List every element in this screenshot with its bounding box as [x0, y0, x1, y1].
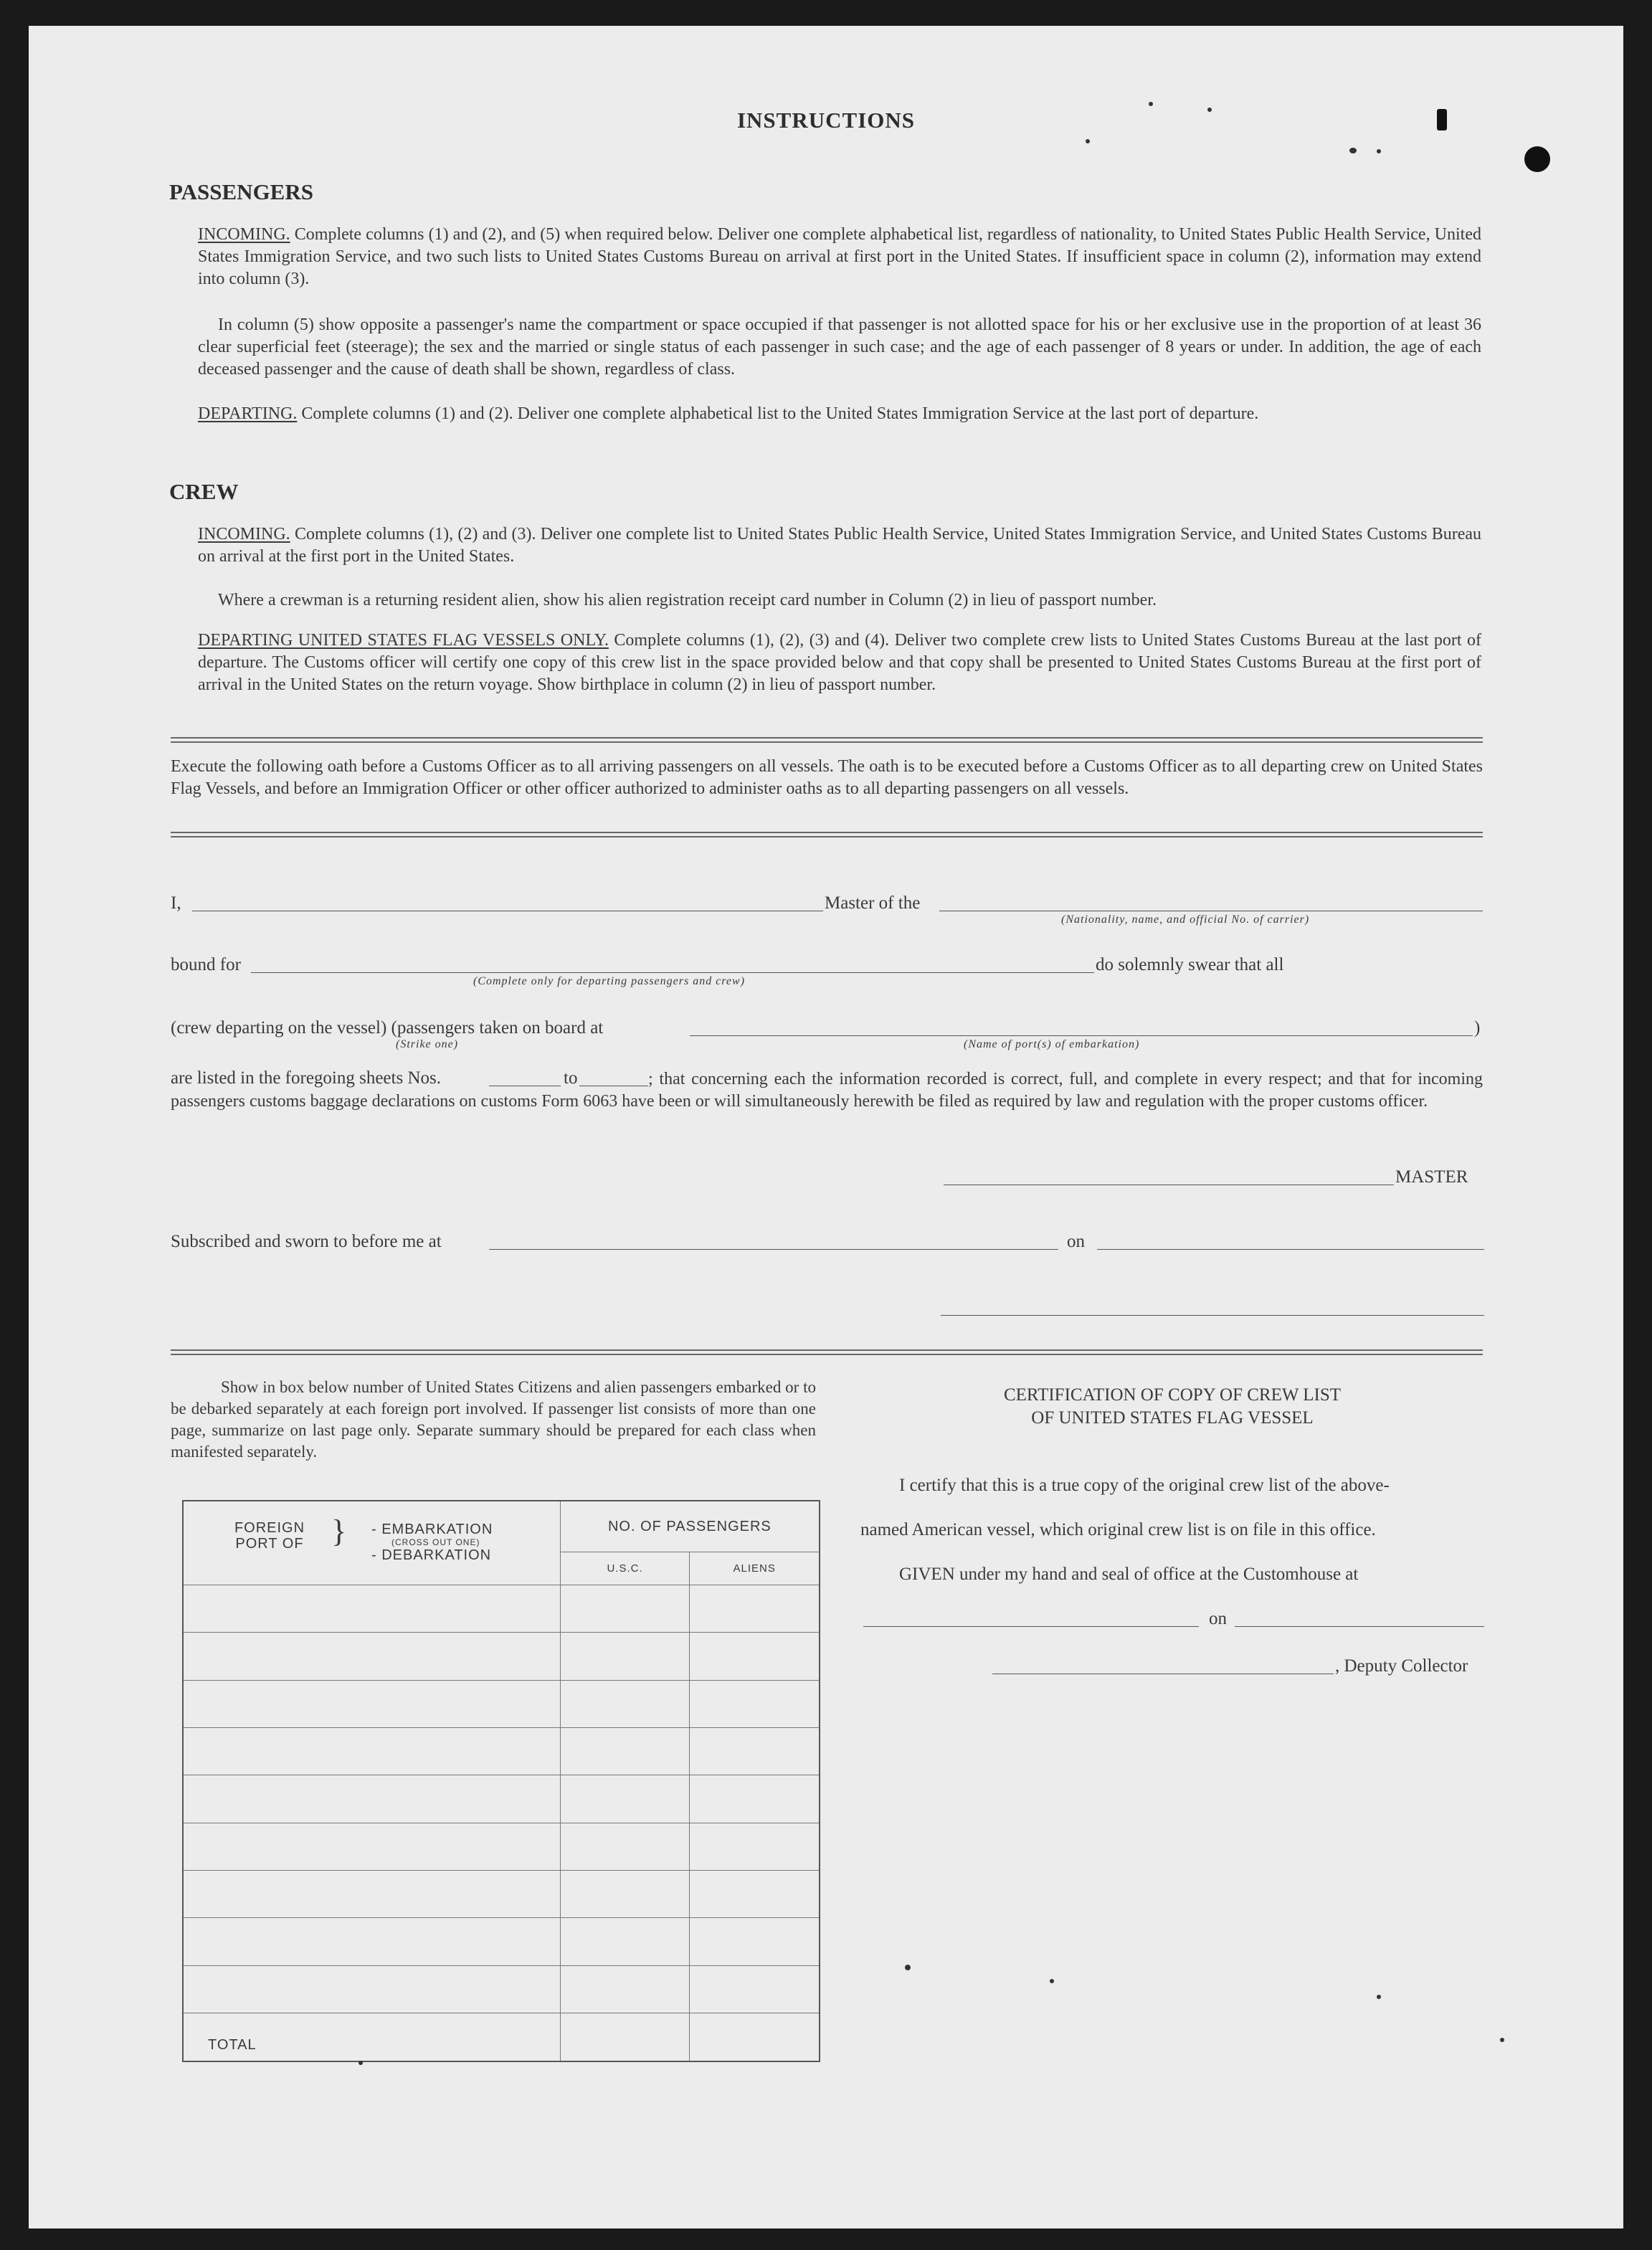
scan-speck	[1207, 108, 1212, 112]
swear-label: do solemnly swear that all	[1096, 955, 1284, 974]
certification-title-line1: CERTIFICATION OF COPY OF CREW LIST	[1003, 1385, 1342, 1405]
table-row	[183, 1871, 820, 1918]
scan-speck	[1437, 109, 1447, 130]
crew-incoming-text: Complete columns (1), (2) and (3). Deliver one complete list to United States Public Health Service, United States Immigration Service, and United States Customs Bureau on arrival at the first port in the United States.	[198, 525, 1482, 566]
oath-i-label: I,	[171, 893, 181, 913]
subscribed-place-line[interactable]	[489, 1249, 1058, 1250]
divider	[171, 737, 1483, 739]
table-row	[183, 1965, 820, 2013]
passengers-departing-text: Complete columns (1) and (2). Deliver one complete alphabetical list to the United States Immigration Service at the last port of departure.	[301, 404, 1259, 423]
crew-resident-paragraph: Where a crewman is a returning resident alien, show his alien registration receipt card number in Column (2) in lieu of passport number.	[218, 591, 1157, 609]
table-row	[183, 1680, 820, 1727]
given-line: GIVEN under my hand and seal of office at the Customhouse at	[899, 1565, 1359, 1584]
certify-line1: I certify that this is a true copy of the original crew list of the above-	[899, 1476, 1390, 1495]
scan-speck	[1377, 149, 1381, 153]
table-row	[183, 1823, 820, 1870]
page-title: INSTRUCTIONS	[736, 108, 915, 133]
master-label: MASTER	[1395, 1167, 1468, 1187]
brace: }	[331, 1513, 347, 1549]
master-of-label: Master of the	[825, 893, 921, 913]
crew-departing-paragraph	[198, 630, 1481, 696]
usc-header: U.S.C.	[560, 1552, 690, 1585]
subscribed-label: Subscribed and sworn to before me at	[171, 1232, 442, 1251]
crew-departing-lead: DEPARTING UNITED STATES FLAG VESSELS ONLY.	[198, 631, 609, 650]
port-of-embarkation-line[interactable]	[690, 1035, 1473, 1036]
foreign-port-label: FOREIGN PORT OF	[234, 1519, 305, 1552]
passengers-column5-paragraph: In column (5) show opposite a passenger's name the compartment or space occupied if that passenger is not allotted space for his or her exclusive use in the proportion of at least 36 clear superficial feet (steerage); the sex and the married or single status of each passenger in such case; and the age of each passenger of 8 years or under. In addition, the age of each deceased passenger and the cause of death shall be shown, regardless of class.	[198, 315, 1481, 379]
passengers-incoming-lead: INCOMING.	[198, 225, 290, 244]
passengers-departing-lead: DEPARTING.	[198, 404, 298, 423]
scan-speck	[1377, 1995, 1381, 1999]
crew-incoming-lead: INCOMING.	[198, 525, 290, 543]
subscribed-on-label: on	[1067, 1232, 1085, 1251]
crew-incoming-paragraph	[198, 523, 1481, 568]
summary-instruction: Show in box below number of United States Citizens and alien passengers embarked or to be debarked separately at each foreign port involved. If passenger list consists of more than one page, summarize on last page only. Separate summary should be prepared for each class when manifested separately.	[171, 1378, 816, 1461]
crew-departing-text: Complete columns (1), (2), (3) and (4). Deliver two complete crew lists to United States Customs Bureau at the last port of departure. The Customs officer will certify one copy of this crew list in the space provided below and that copy shall be presented to United States Customs Bureau at the first port of arrival in the United States on the return voyage. Show birthplace in column (2) in lieu of passport number.	[198, 631, 1482, 694]
sheets-lead: are listed in the foregoing sheets Nos.	[171, 1068, 441, 1088]
table-row	[183, 1727, 820, 1775]
strike-text: (crew departing on the vessel) (passengers taken on board at	[171, 1018, 604, 1038]
sheets-rest-text: ; that concerning each the information recorded is correct, full, and complete in every respect; and that for incoming passengers customs baggage declarations on customs Form 6063 have been or will simultaneously herewith be filed as required by law and regulation with the proper customs officer.	[171, 1070, 1483, 1111]
embarkation-label: - EMBARKATION	[371, 1521, 493, 1537]
divider	[171, 836, 1483, 837]
certification-date-line[interactable]	[1235, 1626, 1484, 1627]
divider	[171, 832, 1483, 833]
certification-title-line2: OF UNITED STATES FLAG VESSEL	[1031, 1408, 1314, 1428]
subscribed-date-line[interactable]	[1097, 1249, 1484, 1250]
divider	[171, 1354, 1483, 1355]
close-paren: )	[1474, 1018, 1481, 1038]
scan-speck	[905, 1965, 911, 1970]
table-row	[183, 1585, 820, 1632]
no-passengers-header: NO. OF PASSENGERS	[560, 1501, 820, 1552]
passenger-summary-table	[182, 1500, 820, 2062]
passengers-departing-paragraph	[198, 403, 1481, 425]
scan-speck	[1524, 146, 1550, 172]
oath-instruction-paragraph: Execute the following oath before a Customs Officer as to all arriving passengers on all vessels. The oath is to be executed before a Customs Officer as to all departing crew on United States Flag Vessels, and before an Immigration Officer or other officer authorized to administer oaths as to all departing passengers on all vessels.	[171, 757, 1483, 798]
passengers-incoming-text: Complete columns (1) and (2), and (5) when required below. Deliver one complete alphabetical list, regardless of nationality, to United States Public Health Service, United States Immigration Service, and two such lists to United States Customs Bureau on arrival at first port in the United States. If insufficient space in column (2), information may extend into column (3).	[198, 225, 1481, 288]
aliens-header: ALIENS	[690, 1552, 820, 1585]
complete-only-note: (Complete only for departing passengers and crew)	[473, 975, 746, 987]
table-row	[183, 1633, 820, 1680]
divider	[171, 1349, 1483, 1351]
table-row	[183, 1918, 820, 1965]
debarkation-label: - DEBARKATION	[371, 1547, 492, 1563]
crew-heading: CREW	[169, 479, 239, 504]
table-row	[183, 1775, 820, 1823]
foreign-port-header	[183, 1501, 560, 1585]
scan-speck	[359, 2061, 363, 2065]
passengers-incoming-paragraph	[198, 224, 1481, 290]
passengers-heading: PASSENGERS	[169, 179, 313, 204]
scan-speck	[1500, 2038, 1504, 2042]
bound-for-line[interactable]	[251, 972, 1094, 973]
deputy-collector-label: , Deputy Collector	[1335, 1656, 1468, 1676]
divider	[171, 741, 1483, 743]
scan-speck	[1050, 1979, 1054, 1983]
customhouse-line[interactable]	[863, 1626, 1199, 1627]
certify-line2: named American vessel, which original crew list is on file in this office.	[860, 1520, 1376, 1539]
port-note: (Name of port(s) of embarkation)	[964, 1038, 1140, 1050]
certification-on-label: on	[1209, 1609, 1227, 1628]
officer-signature-line[interactable]	[941, 1315, 1484, 1316]
scan-speck	[1086, 139, 1090, 143]
nationality-note: (Nationality, name, and official No. of carrier)	[1061, 913, 1310, 926]
scan-speck	[1349, 148, 1357, 153]
scan-speck	[1149, 102, 1153, 106]
total-row	[183, 2013, 820, 2061]
to-label: to	[564, 1068, 578, 1088]
strike-one-note: (Strike one)	[396, 1038, 459, 1050]
bound-for-label: bound for	[171, 955, 241, 974]
cross-out-note: (CROSS OUT ONE)	[391, 1537, 480, 1547]
total-label: TOTAL	[183, 2013, 560, 2061]
